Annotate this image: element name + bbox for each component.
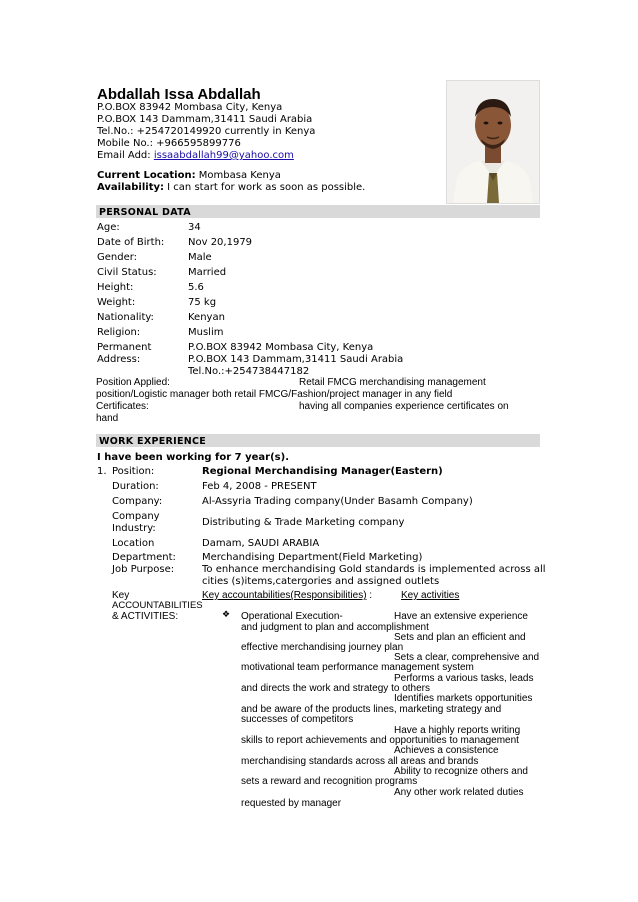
telephone: Tel.No.: +254720149920 currently in Kenya xyxy=(97,126,316,137)
work-experience-title: WORK EXPERIENCE xyxy=(99,436,207,447)
activity-line-left: motivational team performance management system xyxy=(241,662,474,673)
activity-line-left: and be aware of the products lines, marketing strategy and xyxy=(241,704,502,715)
job-purpose-line-1: To enhance merchandising Gold standards is implemented across all xyxy=(202,564,546,575)
work-intro: I have been working for 7 year(s). xyxy=(97,452,289,463)
activity-line-left: successes of competitors xyxy=(241,714,354,725)
availability-label: Availability: xyxy=(97,182,164,193)
pd-value: Male xyxy=(188,252,212,263)
job-department-value: Merchandising Department(Field Marketing) xyxy=(202,552,423,563)
activity-line-right: Sets and plan an efficient and xyxy=(394,632,526,643)
certificates-label: Certificates: xyxy=(96,401,149,412)
activity-line-left: effective merchandising journey plan xyxy=(241,642,404,653)
job-industry-label-1: Company xyxy=(112,511,160,522)
job-purpose-line-2: cities (s)items,catergories and assigned outlets xyxy=(202,576,440,587)
pd-label: Weight: xyxy=(97,297,136,308)
address-line-2: P.O.BOX 143 Dammam,31411 Saudi Arabia xyxy=(97,114,313,125)
job-company-value: Al-Assyria Trading company(Under Basamh Company) xyxy=(202,496,473,507)
key-accountabilities-heading: Key accountabilities(Responsibilities) xyxy=(202,590,367,601)
location-label: Current Location: xyxy=(97,170,196,181)
candidate-name: Abdallah Issa Abdallah xyxy=(97,86,261,103)
key-label-2: ACCOUNTABILITIES xyxy=(112,600,203,611)
permanent-label-1: Permanent xyxy=(97,342,152,353)
activity-line-right: Have an extensive experience xyxy=(394,611,528,622)
job-industry-label-2: Industry: xyxy=(112,523,156,534)
position-applied-value: Retail FMCG merchandising management xyxy=(299,377,486,388)
job-department-label: Department: xyxy=(112,552,176,563)
activity-line-left: sets a reward and recognition programs xyxy=(241,776,418,787)
position-applied-label: Position Applied: xyxy=(96,377,170,388)
activity-line-right: Achieves a consistence xyxy=(394,745,499,756)
pd-label: Age: xyxy=(97,222,120,233)
availability xyxy=(97,182,365,194)
pd-value: 5.6 xyxy=(188,282,204,293)
job-industry-value: Distributing & Trade Marketing company xyxy=(202,517,405,528)
availability-value: I can start for work as soon as possible. xyxy=(164,182,366,193)
activity-line-left: Operational Execution- xyxy=(241,611,343,622)
certificates-line-2: hand xyxy=(96,413,119,424)
job-location-value: Damam, SAUDI ARABIA xyxy=(202,538,320,549)
activity-line-right: Performs a various tasks, leads xyxy=(394,673,534,684)
mobile: Mobile No.: +966595899776 xyxy=(97,138,241,149)
pd-label: Nationality: xyxy=(97,312,154,323)
activity-line-right: Identifies markets opportunities xyxy=(394,693,533,704)
permanent-tel: Tel.No.:+254738447182 xyxy=(188,366,310,377)
profile-photo xyxy=(446,80,540,204)
activity-line-left: skills to report achievements and opportunities to management xyxy=(241,735,519,746)
job-position-label: Position: xyxy=(112,466,155,477)
job-location-label: Location xyxy=(112,538,155,549)
activity-line-left: and judgment to plan and accomplishment xyxy=(241,622,429,633)
job-company-label: Company: xyxy=(112,496,163,507)
permanent-address-line-1: P.O.BOX 83942 Mombasa City, Kenya xyxy=(188,342,374,353)
personal-data-title: PERSONAL DATA xyxy=(99,207,191,218)
pd-label: Gender: xyxy=(97,252,138,263)
pd-value: 34 xyxy=(188,222,201,233)
email-label: Email Add: xyxy=(97,150,154,161)
diamond-bullet-icon: ❖ xyxy=(222,610,231,620)
activity-line-left: requested by manager xyxy=(241,798,342,809)
job-position-value: Regional Merchandising Manager(Eastern) xyxy=(202,466,443,477)
activity-line-right: Have a highly reports writing xyxy=(394,725,521,736)
permanent-address-line-2: P.O.BOX 143 Dammam,31411 Saudi Arabia xyxy=(188,354,404,365)
pd-value: 75 kg xyxy=(188,297,217,308)
email-link[interactable]: issaabdallah99@yahoo.com xyxy=(153,150,294,161)
address-line-1: P.O.BOX 83942 Mombasa City, Kenya xyxy=(97,102,283,113)
location-value: Mombasa Kenya xyxy=(195,170,281,181)
pd-value: Married xyxy=(188,267,227,278)
job-duration-label: Duration: xyxy=(112,481,159,492)
pd-label: Date of Birth: xyxy=(97,237,165,248)
activity-line-right: Ability to recognize others and xyxy=(394,766,528,777)
pd-label: Height: xyxy=(97,282,134,293)
pd-label: Civil Status: xyxy=(97,267,157,278)
position-applied-line-2: position/Logistic manager both retail FMCG/Fashion/project manager in any field xyxy=(96,389,453,400)
key-activities-heading: Key activities xyxy=(401,590,460,601)
permanent-label-2: Address: xyxy=(97,354,141,365)
key-label-3: & ACTIVITIES: xyxy=(112,611,179,622)
activity-line-left: merchandising standards across all areas and brands xyxy=(241,756,479,767)
job-purpose-label: Job Purpose: xyxy=(112,564,175,575)
job-duration-value: Feb 4, 2008 - PRESENT xyxy=(202,481,317,492)
job-number: 1. xyxy=(97,466,107,477)
key-label-1: Key xyxy=(112,590,130,601)
pd-value: Muslim xyxy=(188,327,224,338)
certificates-value: having all companies experience certificates on xyxy=(299,401,509,412)
key-heading-colon: : xyxy=(366,590,373,601)
key-heading xyxy=(202,590,372,601)
current-location xyxy=(97,170,281,182)
profile-photo-illustration xyxy=(447,81,539,203)
pd-label: Religion: xyxy=(97,327,141,338)
activity-line-right: Any other work related duties xyxy=(394,787,524,798)
pd-value: Nov 20,1979 xyxy=(188,237,253,248)
pd-value: Kenyan xyxy=(188,312,225,323)
activity-line-right: Sets a clear, comprehensive and xyxy=(394,652,540,663)
activity-line-left: and directs the work and strategy to others xyxy=(241,683,430,694)
email-line xyxy=(97,150,294,162)
